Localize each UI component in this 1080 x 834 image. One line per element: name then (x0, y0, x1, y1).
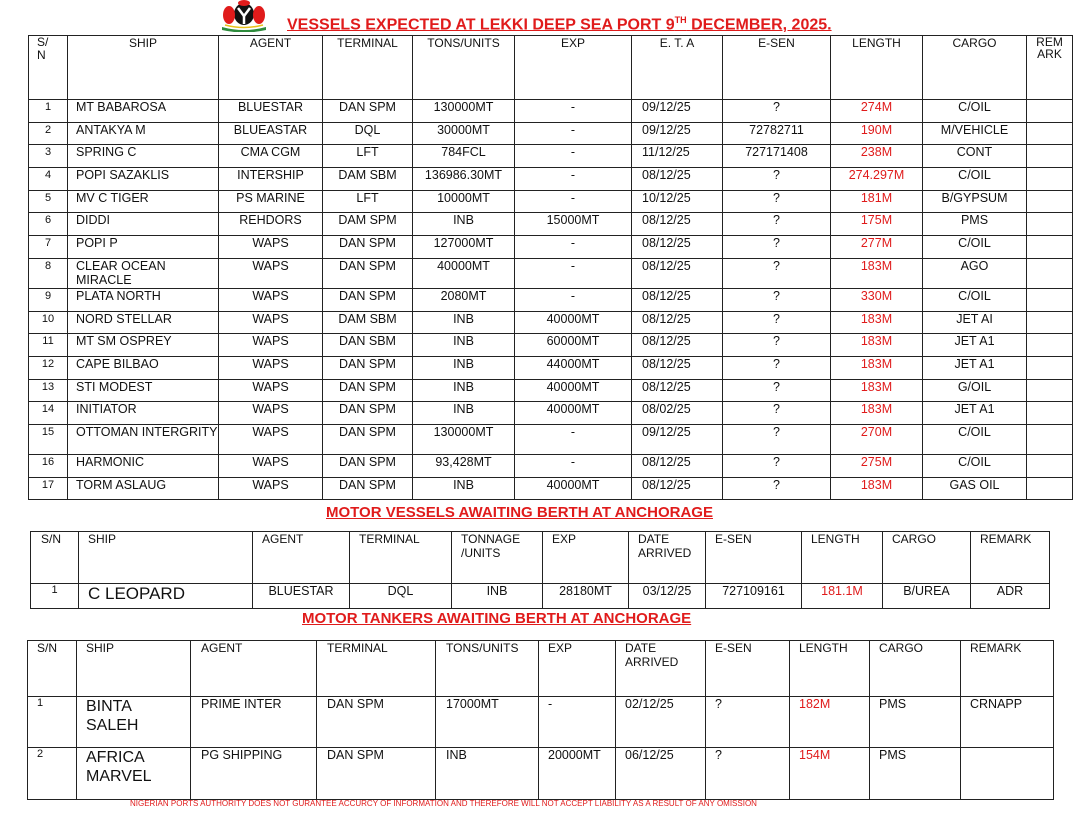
col-header-terminal: TERMINAL (323, 36, 413, 100)
mt-header-terminal: TERMINAL (317, 641, 436, 697)
mt-cell-esen: ? (706, 697, 790, 748)
expected-cell-cargo: AGO (923, 258, 1027, 288)
expected-cell-ship: TORM ASLAUG (68, 477, 219, 500)
expected-cell-date: 08/12/25 (632, 356, 723, 379)
col-header-sn: S/N (29, 36, 68, 100)
expected-cell-ship: CAPE BILBAO (68, 356, 219, 379)
expected-cell-cargo: C/OIL (923, 454, 1027, 477)
expected-cell-length: 183M (831, 311, 923, 334)
expected-cell-terminal: DAN SPM (323, 454, 413, 477)
expected-cell-sn: 8 (29, 258, 68, 288)
expected-cell-agent: WAPS (219, 236, 323, 259)
mt-cell-remark (961, 748, 1054, 800)
expected-cell-sn: 11 (29, 334, 68, 357)
mt-cell-exp: 20000MT (539, 748, 616, 800)
expected-cell-terminal: DAN SPM (323, 356, 413, 379)
col-header-ship: SHIP (68, 36, 219, 100)
col-header-agent: AGENT (219, 36, 323, 100)
expected-cell-remark (1027, 356, 1073, 379)
expected-cell-esen: ? (723, 100, 831, 123)
mv-header-ship: SHIP (79, 532, 253, 584)
expected-cell-esen: ? (723, 190, 831, 213)
expected-cell-tons: 130000MT (413, 424, 515, 454)
expected-cell-date: 08/12/25 (632, 334, 723, 357)
expected-cell-cargo: CONT (923, 145, 1027, 168)
expected-cell-agent: WAPS (219, 454, 323, 477)
expected-cell-sn: 1 (29, 100, 68, 123)
expected-cell-esen: 72782711 (723, 122, 831, 145)
expected-cell-date: 08/12/25 (632, 213, 723, 236)
mv-cell-length: 181.1M (802, 584, 883, 609)
expected-cell-ship: ANTAKYA M (68, 122, 219, 145)
table-row (29, 402, 1073, 425)
expected-cell-remark (1027, 379, 1073, 402)
expected-cell-length: 183M (831, 477, 923, 500)
expected-cell-esen: ? (723, 311, 831, 334)
expected-cell-sn: 9 (29, 288, 68, 311)
mv-cell-remark: ADR (971, 584, 1050, 609)
expected-cell-agent: WAPS (219, 477, 323, 500)
expected-cell-esen: ? (723, 258, 831, 288)
expected-cell-terminal: DAN SPM (323, 100, 413, 123)
expected-cell-ship: POPI SAZAKLIS (68, 168, 219, 191)
expected-cell-sn: 13 (29, 379, 68, 402)
mv-cell-tons: INB (452, 584, 543, 609)
mv-cell-terminal: DQL (350, 584, 452, 609)
expected-cell-tons: 40000MT (413, 258, 515, 288)
mt-header-ship: SHIP (77, 641, 191, 697)
mv-header-terminal: TERMINAL (350, 532, 452, 584)
disclaimer-note: NIGERIAN PORTS AUTHORITY DOES NOT GURANTEE ACCURCY OF INFORMATION AND THEREFORE WILL NOT ACCEPT LIABILITY AS A RESULT OF ANY OMISSION (130, 799, 757, 808)
expected-vessels-table (28, 35, 1073, 500)
mt-header-length: LENGTH (790, 641, 870, 697)
expected-cell-remark (1027, 334, 1073, 357)
expected-cell-length: 183M (831, 402, 923, 425)
expected-cell-date: 11/12/25 (632, 145, 723, 168)
mt-cell-ship: AFRICA MARVEL (77, 748, 191, 800)
expected-cell-tons: INB (413, 334, 515, 357)
mt-cell-length: 182M (790, 697, 870, 748)
expected-cell-exp: 40000MT (515, 402, 632, 425)
expected-cell-tons: INB (413, 402, 515, 425)
expected-cell-agent: BLUESTAR (219, 100, 323, 123)
expected-cell-esen: ? (723, 356, 831, 379)
expected-cell-length: 183M (831, 334, 923, 357)
coat-of-arms-logo (219, 0, 269, 32)
expected-cell-tons: INB (413, 311, 515, 334)
mv-header-date-arrived: DATE ARRIVED (629, 532, 706, 584)
expected-cell-tons: INB (413, 477, 515, 500)
expected-cell-ship: DIDDI (68, 213, 219, 236)
expected-cell-cargo: B/GYPSUM (923, 190, 1027, 213)
mt-cell-terminal: DAN SPM (317, 748, 436, 800)
mv-header-exp: EXP (543, 532, 629, 584)
expected-cell-terminal: DAN SBM (323, 334, 413, 357)
expected-cell-date: 09/12/25 (632, 424, 723, 454)
expected-cell-exp: 40000MT (515, 477, 632, 500)
expected-cell-cargo: GAS OIL (923, 477, 1027, 500)
mt-header-esen: E-SEN (706, 641, 790, 697)
expected-cell-sn: 7 (29, 236, 68, 259)
expected-cell-agent: PS MARINE (219, 190, 323, 213)
expected-cell-exp: - (515, 122, 632, 145)
expected-cell-ship: MT BABAROSA (68, 100, 219, 123)
expected-cell-date: 08/12/25 (632, 379, 723, 402)
table-row (29, 168, 1073, 191)
expected-cell-length: 274.297M (831, 168, 923, 191)
expected-cell-ship: CLEAR OCEAN MIRACLE (68, 258, 219, 288)
expected-cell-ship: STI MODEST (68, 379, 219, 402)
expected-cell-terminal: LFT (323, 145, 413, 168)
motor-vessels-table (30, 531, 1050, 609)
table-row (29, 477, 1073, 500)
expected-cell-terminal: DAN SPM (323, 379, 413, 402)
table-row (29, 236, 1073, 259)
expected-cell-agent: WAPS (219, 334, 323, 357)
mt-cell-date: 02/12/25 (616, 697, 706, 748)
mt-header-remark: REMARK (961, 641, 1054, 697)
expected-cell-date: 08/12/25 (632, 168, 723, 191)
expected-cell-agent: BLUEASTAR (219, 122, 323, 145)
expected-cell-exp: 40000MT (515, 379, 632, 402)
mt-cell-exp: - (539, 697, 616, 748)
expected-cell-ship: SPRING C (68, 145, 219, 168)
expected-cell-exp: 15000MT (515, 213, 632, 236)
expected-cell-tons: 93,428MT (413, 454, 515, 477)
mt-header-exp: EXP (539, 641, 616, 697)
expected-cell-date: 10/12/25 (632, 190, 723, 213)
expected-cell-sn: 5 (29, 190, 68, 213)
mt-cell-sn: 1 (28, 697, 77, 748)
mv-cell-date: 03/12/25 (629, 584, 706, 609)
expected-cell-exp: - (515, 145, 632, 168)
expected-cell-agent: WAPS (219, 288, 323, 311)
expected-cell-ship: HARMONIC (68, 454, 219, 477)
col-header-esen: E-SEN (723, 36, 831, 100)
expected-cell-esen: ? (723, 213, 831, 236)
mt-cell-cargo: PMS (870, 697, 961, 748)
expected-cell-ship: MV C TIGER (68, 190, 219, 213)
mt-cell-cargo: PMS (870, 748, 961, 800)
mt-cell-terminal: DAN SPM (317, 697, 436, 748)
expected-cell-tons: 10000MT (413, 190, 515, 213)
expected-cell-remark (1027, 288, 1073, 311)
expected-cell-remark (1027, 236, 1073, 259)
col-header-exp: EXP (515, 36, 632, 100)
expected-cell-date: 08/12/25 (632, 311, 723, 334)
expected-cell-agent: INTERSHIP (219, 168, 323, 191)
mt-cell-length: 154M (790, 748, 870, 800)
expected-cell-terminal: DAN SPM (323, 288, 413, 311)
expected-cell-exp: 44000MT (515, 356, 632, 379)
expected-cell-terminal: DAM SBM (323, 168, 413, 191)
table-row (29, 145, 1073, 168)
expected-cell-agent: WAPS (219, 402, 323, 425)
expected-cell-tons: 136986.30MT (413, 168, 515, 191)
expected-cell-terminal: DAN SPM (323, 258, 413, 288)
expected-cell-exp: 40000MT (515, 311, 632, 334)
mt-header-sn: S/N (28, 641, 77, 697)
col-header-eta: E. T. A (632, 36, 723, 100)
expected-cell-date: 08/02/25 (632, 402, 723, 425)
expected-cell-ship: MT SM OSPREY (68, 334, 219, 357)
mt-cell-tons: INB (436, 748, 539, 800)
expected-cell-length: 183M (831, 258, 923, 288)
expected-cell-agent: REHDORS (219, 213, 323, 236)
expected-cell-length: 181M (831, 190, 923, 213)
expected-cell-ship: POPI P (68, 236, 219, 259)
expected-cell-cargo: JET A1 (923, 334, 1027, 357)
mv-header-length: LENGTH (802, 532, 883, 584)
mt-cell-date: 06/12/25 (616, 748, 706, 800)
expected-cell-length: 277M (831, 236, 923, 259)
expected-cell-sn: 6 (29, 213, 68, 236)
table-row (29, 311, 1073, 334)
expected-cell-sn: 4 (29, 168, 68, 191)
expected-cell-length: 274M (831, 100, 923, 123)
mv-cell-ship: C LEOPARD (79, 584, 253, 609)
expected-cell-terminal: DAM SPM (323, 213, 413, 236)
expected-cell-esen: ? (723, 236, 831, 259)
expected-cell-sn: 15 (29, 424, 68, 454)
expected-cell-cargo: C/OIL (923, 236, 1027, 259)
expected-cell-agent: WAPS (219, 258, 323, 288)
expected-cell-sn: 10 (29, 311, 68, 334)
motor-tankers-title: MOTOR TANKERS AWAITING BERTH AT ANCHORAGE (302, 610, 692, 627)
expected-cell-cargo: M/VEHICLE (923, 122, 1027, 145)
mv-cell-agent: BLUESTAR (253, 584, 350, 609)
expected-cell-ship: OTTOMAN INTERGRITY (68, 424, 219, 454)
expected-cell-esen: ? (723, 288, 831, 311)
expected-cell-esen: ? (723, 334, 831, 357)
expected-cell-remark (1027, 213, 1073, 236)
mt-header-date-arrived: DATE ARRIVED (616, 641, 706, 697)
mt-cell-agent: PG SHIPPING (191, 748, 317, 800)
expected-cell-ship: NORD STELLAR (68, 311, 219, 334)
expected-cell-agent: WAPS (219, 379, 323, 402)
page-title: VESSELS EXPECTED AT LEKKI DEEP SEA PORT 9TH DECEMBER, 2025. (287, 15, 832, 34)
mv-cell-exp: 28180MT (543, 584, 629, 609)
expected-cell-cargo: C/OIL (923, 100, 1027, 123)
mv-header-agent: AGENT (253, 532, 350, 584)
expected-cell-exp: - (515, 190, 632, 213)
expected-cell-terminal: DAN SPM (323, 477, 413, 500)
expected-cell-length: 330M (831, 288, 923, 311)
mt-cell-remark: CRNAPP (961, 697, 1054, 748)
expected-cell-length: 190M (831, 122, 923, 145)
expected-cell-remark (1027, 454, 1073, 477)
expected-cell-length: 183M (831, 379, 923, 402)
expected-cell-ship: INITIATOR (68, 402, 219, 425)
table-row (29, 356, 1073, 379)
expected-cell-tons: INB (413, 213, 515, 236)
expected-cell-remark (1027, 168, 1073, 191)
expected-cell-terminal: DQL (323, 122, 413, 145)
table-row (29, 190, 1073, 213)
expected-cell-sn: 3 (29, 145, 68, 168)
expected-cell-date: 08/12/25 (632, 236, 723, 259)
expected-cell-length: 183M (831, 356, 923, 379)
mv-cell-cargo: B/UREA (883, 584, 971, 609)
expected-cell-tons: 130000MT (413, 100, 515, 123)
table-row (31, 584, 1050, 609)
expected-cell-remark (1027, 424, 1073, 454)
expected-cell-exp: - (515, 424, 632, 454)
expected-cell-esen: ? (723, 168, 831, 191)
mv-header-cargo: CARGO (883, 532, 971, 584)
expected-cell-tons: 127000MT (413, 236, 515, 259)
mt-cell-esen: ? (706, 748, 790, 800)
expected-cell-remark (1027, 402, 1073, 425)
expected-cell-exp: 60000MT (515, 334, 632, 357)
expected-cell-esen: 727171408 (723, 145, 831, 168)
expected-cell-cargo: JET AI (923, 311, 1027, 334)
expected-cell-cargo: C/OIL (923, 424, 1027, 454)
expected-cell-tons: 784FCL (413, 145, 515, 168)
col-header-cargo: CARGO (923, 36, 1027, 100)
expected-cell-tons: 2080MT (413, 288, 515, 311)
expected-cell-exp: - (515, 100, 632, 123)
motor-vessels-title: MOTOR VESSELS AWAITING BERTH AT ANCHORAGE (326, 504, 713, 521)
table-row (28, 697, 1054, 748)
expected-cell-tons: INB (413, 379, 515, 402)
expected-cell-remark (1027, 258, 1073, 288)
expected-cell-date: 08/12/25 (632, 477, 723, 500)
mv-header-tonnage: TONNAGE /UNITS (452, 532, 543, 584)
expected-cell-sn: 16 (29, 454, 68, 477)
expected-cell-date: 09/12/25 (632, 122, 723, 145)
col-header-length: LENGTH (831, 36, 923, 100)
expected-cell-sn: 12 (29, 356, 68, 379)
expected-cell-date: 08/12/25 (632, 258, 723, 288)
expected-cell-exp: - (515, 288, 632, 311)
expected-cell-remark (1027, 145, 1073, 168)
expected-cell-remark (1027, 100, 1073, 123)
expected-cell-terminal: DAN SPM (323, 424, 413, 454)
expected-cell-exp: - (515, 168, 632, 191)
table-row (29, 213, 1073, 236)
expected-cell-tons: 30000MT (413, 122, 515, 145)
mt-header-cargo: CARGO (870, 641, 961, 697)
expected-cell-terminal: LFT (323, 190, 413, 213)
table-row (29, 424, 1073, 454)
table-row (29, 122, 1073, 145)
table-row (29, 258, 1073, 288)
mv-cell-esen: 727109161 (706, 584, 802, 609)
expected-cell-sn: 2 (29, 122, 68, 145)
table-row (29, 454, 1073, 477)
col-header-remark: REMARK (1027, 36, 1073, 100)
expected-cell-agent: CMA CGM (219, 145, 323, 168)
expected-cell-terminal: DAN SPM (323, 402, 413, 425)
mv-header-sn: S/N (31, 532, 79, 584)
motor-tankers-table (27, 640, 1054, 800)
expected-cell-exp: - (515, 454, 632, 477)
expected-cell-terminal: DAN SPM (323, 236, 413, 259)
expected-cell-cargo: PMS (923, 213, 1027, 236)
expected-cell-agent: WAPS (219, 311, 323, 334)
mt-cell-agent: PRIME INTER (191, 697, 317, 748)
expected-cell-remark (1027, 477, 1073, 500)
expected-cell-esen: ? (723, 379, 831, 402)
table-row (29, 288, 1073, 311)
mv-header-remark: REMARK (971, 532, 1050, 584)
expected-cell-cargo: G/OIL (923, 379, 1027, 402)
table-row (29, 379, 1073, 402)
expected-cell-ship: PLATA NORTH (68, 288, 219, 311)
table-row (29, 100, 1073, 123)
expected-cell-date: 08/12/25 (632, 288, 723, 311)
expected-cell-cargo: C/OIL (923, 168, 1027, 191)
expected-cell-date: 08/12/25 (632, 454, 723, 477)
expected-cell-sn: 17 (29, 477, 68, 500)
mv-cell-sn: 1 (31, 584, 79, 609)
expected-cell-esen: ? (723, 454, 831, 477)
expected-cell-cargo: JET A1 (923, 402, 1027, 425)
expected-cell-length: 270M (831, 424, 923, 454)
expected-cell-sn: 14 (29, 402, 68, 425)
expected-cell-cargo: JET A1 (923, 356, 1027, 379)
expected-cell-agent: WAPS (219, 356, 323, 379)
expected-cell-remark (1027, 311, 1073, 334)
expected-cell-date: 09/12/25 (632, 100, 723, 123)
expected-cell-agent: WAPS (219, 424, 323, 454)
expected-cell-remark (1027, 190, 1073, 213)
table-row (28, 748, 1054, 800)
expected-cell-exp: - (515, 236, 632, 259)
expected-cell-cargo: C/OIL (923, 288, 1027, 311)
expected-cell-esen: ? (723, 402, 831, 425)
mt-cell-tons: 17000MT (436, 697, 539, 748)
expected-cell-length: 175M (831, 213, 923, 236)
expected-cell-terminal: DAM SBM (323, 311, 413, 334)
mv-header-esen: E-SEN (706, 532, 802, 584)
expected-cell-esen: ? (723, 477, 831, 500)
expected-cell-remark (1027, 122, 1073, 145)
expected-cell-tons: INB (413, 356, 515, 379)
mt-cell-sn: 2 (28, 748, 77, 800)
mt-header-tons: TONS/UNITS (436, 641, 539, 697)
expected-cell-esen: ? (723, 424, 831, 454)
expected-cell-exp: - (515, 258, 632, 288)
expected-cell-length: 238M (831, 145, 923, 168)
col-header-tons: TONS/UNITS (413, 36, 515, 100)
expected-cell-length: 275M (831, 454, 923, 477)
table-row (29, 334, 1073, 357)
mt-header-agent: AGENT (191, 641, 317, 697)
mt-cell-ship: BINTA SALEH (77, 697, 191, 748)
